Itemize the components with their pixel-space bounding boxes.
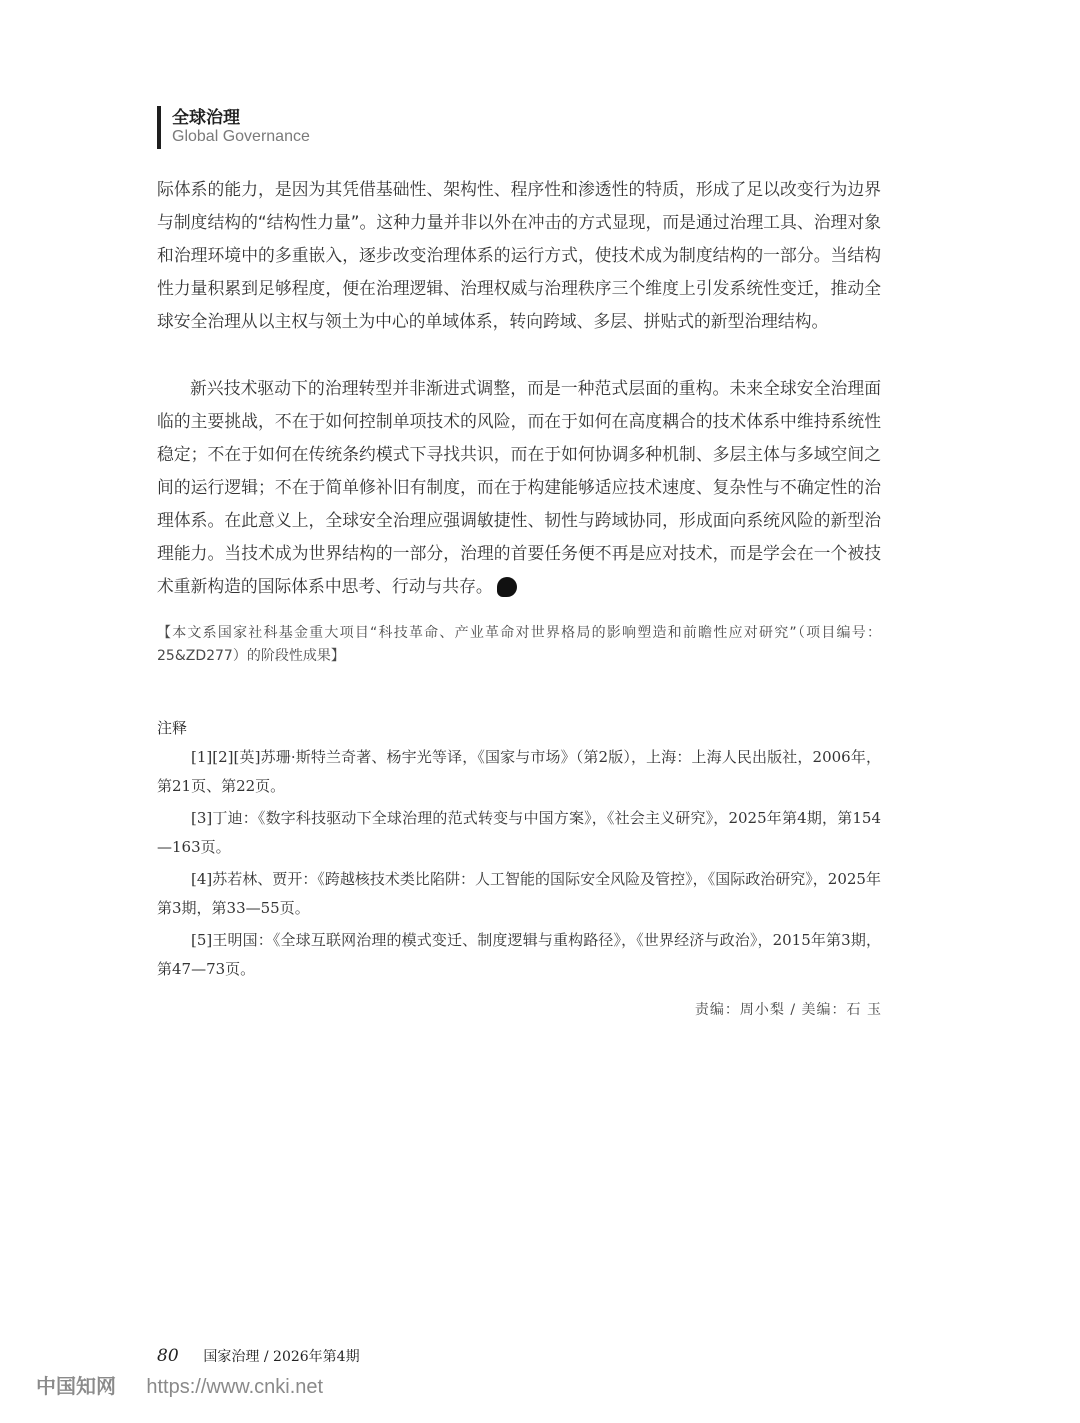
notes-title: 注释 <box>157 719 188 737</box>
note-item: [4]苏若林、贾开：《跨越核技术类比陷阱：人工智能的国际安全风险及管控》，《国际政治研究》，2025年第3期，第33—55页。 <box>157 870 881 917</box>
watermark-brand: 中国知网 <box>36 1374 116 1398</box>
note-item: [3]丁迪：《数字科技驱动下全球治理的范式转变与中国方案》，《社会主义研究》，2025年第4期，第154—163页。 <box>157 809 881 856</box>
notes-list <box>157 743 881 987</box>
watermark <box>36 1370 323 1399</box>
note-item: [1][2][英]苏珊·斯特兰奇著、杨宇光等译，《国家与市场》（第2版），上海：上海人民出版社，2006年，第21页、第22页。 <box>157 748 881 795</box>
body-paragraph-2 <box>157 372 881 603</box>
body-paragraph-2-text: 新兴技术驱动下的治理转型并非渐进式调整，而是一种范式层面的重构。未来全球安全治理面临的主要挑战，不在于如何控制单项技术的风险，而在于如何在高度耦合的技术体系中维持系统性稳定；不在于如何在传统条约模式下寻找共识，而在于如何协调多种机制、多层主体与多域空间之间的运行逻辑；不在于简单修补旧有制度，而在于构建能够适应技术速度、复杂性与不确定性的治理体系。在此意义上，全球安全治理应强调敏捷性、韧性与跨域协同，形成面向系统风险的新型治理能力。当技术成为世界结构的一部分，治理的首要任务便不再是应对技术，而是学会在一个被技术重新构造的国际体系中思考、行动与共存。 <box>157 378 881 596</box>
body-paragraph-1: 际体系的能力，是因为其凭借基础性、架构性、程序性和渗透性的特质，形成了足以改变行为边界与制度结构的“结构性力量”。这种力量并非以外在冲击的方式显现，而是通过治理工具、治理对象和治理环境中的多重嵌入，逐步改变治理体系的运行方式，使技术成为制度结构的一部分。当结构性力量积累到足够程度，便在治理逻辑、治理权威与治理秩序三个维度上引发系统性变迁，推动全球安全治理从以主权与领土为中心的单域体系，转向跨域、多层、拼贴式的新型治理结构。 <box>157 179 881 331</box>
watermark-url: https://www.cnki.net <box>146 1376 324 1398</box>
section-title-en: Global Governance <box>172 128 310 145</box>
editors-credit: 责编：周小梨 / 美编：石 玉 <box>694 1002 882 1018</box>
note-item: [5]王明国：《全球互联网治理的模式变迁、制度逻辑与重构路径》，《世界经济与政治》，2015年第3期，第47—73页。 <box>157 931 881 978</box>
end-mark-icon: G <box>497 577 517 597</box>
funding-note: 【本文系国家社科基金重大项目“科技革命、产业革命对世界格局的影响塑造和前瞻性应对研究”（项目编号：25&ZD277）的阶段性成果】 <box>157 625 881 664</box>
section-title-cn: 全球治理 <box>172 108 240 128</box>
section-bar <box>157 106 161 149</box>
page-footer <box>157 1346 360 1366</box>
page-number: 80 <box>157 1346 179 1366</box>
publication-info: 国家治理 / 2026年第4期 <box>203 1349 360 1365</box>
